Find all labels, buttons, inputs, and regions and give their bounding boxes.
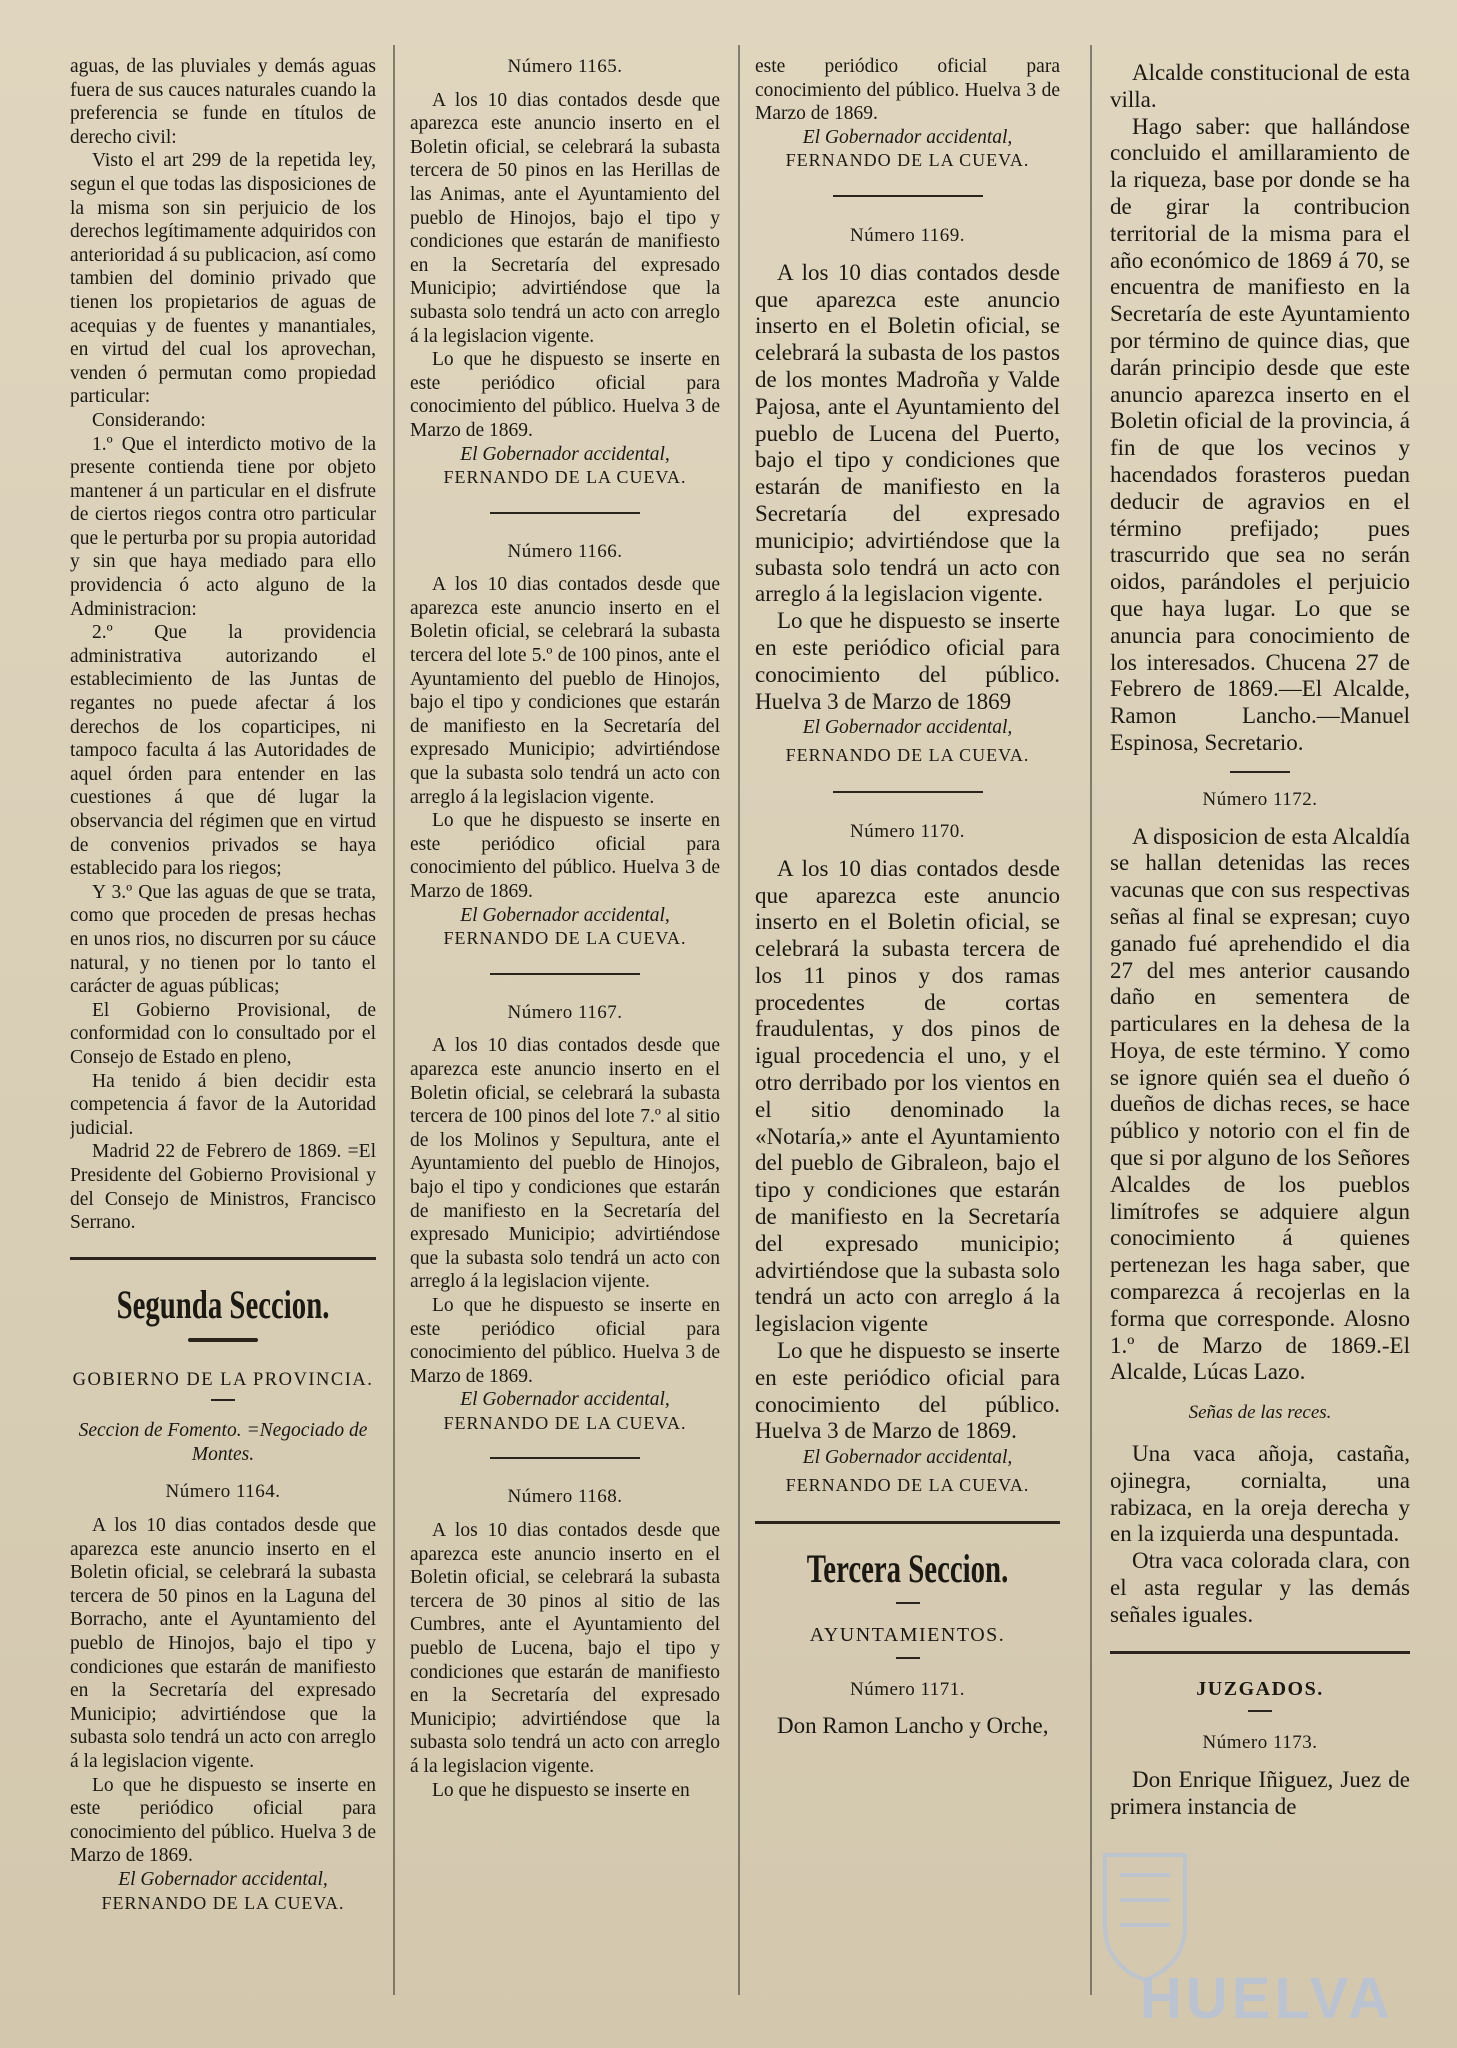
subheading: AYUNTAMIENTOS. bbox=[809, 1623, 1006, 1646]
divider bbox=[755, 1521, 1060, 1524]
divider bbox=[833, 195, 983, 197]
paragraph: A los 10 dias contados desde que aparezca este anuncio inserto en el Boletin oficial, se celebrará la subasta tercera de 50 pinos en las Herillas de las Animas, ante el Ayuntamiento del pueblo de Hinojos, bajo el tipo y condiciones que estarán de manifiesto en la Secretaría del expresado Municipio; advirtiéndose que la subasta solo tendrá un acto con arreglo á la legislacion vigente. bbox=[410, 89, 720, 347]
paragraph: Lo que he dispuesto se inserte en este periódico oficial para conocimiento del público. Huelva 3 de Marzo de 1869. bbox=[410, 1294, 720, 1387]
notice-number: Número 1171. bbox=[849, 1678, 966, 1700]
divider bbox=[1230, 771, 1290, 773]
paragraph: A los 10 dias contados desde que aparezca este anuncio inserto en el Boletin oficial, se celebrará la subasta de los pastos de los montes Madroña y Valde Pajosa, ante el Ayuntamiento del pueblo de Lucena del Puerto, bajo el tipo y condiciones que estarán de manifiesto en la Secretaría del expresado municipio; advirtiéndose que la subasta solo tendrá un acto con arreglo á la legislacion vigente. bbox=[755, 259, 1060, 607]
paragraph: 2.º Que la providencia administrativa autorizando el establecimiento de las Juntas de regantes no puede afectar á los derechos de los coparticipes, ni tampoco faculta á las Autoridades de aquel órden para entender en las cuestiones á que dé lugar la observancia del régimen que en virtud de convenios privados se haya establecido para los riegos; bbox=[70, 622, 376, 880]
signature-name: FERNANDO DE LA CUEVA. bbox=[785, 745, 1030, 766]
paragraph: Y 3.º Que las aguas de que se trata, como que proceden de presas hechas en unos rios, no discurren por su cáuce natural, y no tienen por lo tanto el carácter de aguas públicas; bbox=[70, 881, 376, 998]
notice-number: Número 1170. bbox=[849, 820, 966, 842]
paragraph: Don Enrique Iñiguez, Juez de primera instancia de bbox=[1110, 1767, 1410, 1820]
notice-number: Número 1164. bbox=[165, 1481, 281, 1503]
paragraph: Alcalde constitucional de esta villa. bbox=[1110, 60, 1410, 112]
signature-title: El Gobernador accidental, bbox=[802, 1447, 1013, 1469]
divider bbox=[833, 791, 983, 793]
notice-number: Número 1169. bbox=[849, 224, 966, 246]
paragraph: A los 10 dias contados desde que aparezca este anuncio inserto en el Boletin oficial, se celebrará la subasta tercera de 50 pinos en la Laguna del Borracho, ante el Ayuntamiento del pueblo de Hinojos, bajo el tipo y condiciones que estarán de manifiesto en la Secretaría del expresado Municipio; advirtiéndose que la subasta solo tendrá un acto con arreglo á la legislacion vigente. bbox=[70, 1515, 376, 1772]
divider bbox=[1110, 1651, 1410, 1654]
paragraph: Ha tenido á bien decidir esta competencia á favor de la Autoridad judicial. bbox=[70, 1070, 376, 1139]
signature-name: FERNANDO DE LA CUEVA. bbox=[443, 467, 687, 488]
signature-title: El Gobernador accidental, bbox=[802, 126, 1013, 148]
paragraph: Visto el art 299 de la repetida ley, segun el que todas las disposiciones de la misma son sin perjuicio de los derechos legítimamente adquiridos con anterioridad á su publicacion, así como tambien del dominio privado que tienen los propietarios de aguas de acequias y de fuentes y manantiales, en virtud del cual los aprovechan, venden ó permutan como propiedad particular: bbox=[70, 150, 376, 408]
notice-number: Número 1165. bbox=[507, 56, 623, 77]
dash bbox=[896, 1602, 920, 1604]
column-divider bbox=[738, 45, 740, 1995]
column-2 bbox=[410, 55, 720, 2030]
subheading: Seccion de Fomento. =Negociado de Montes. bbox=[78, 1420, 368, 1465]
notice-number: Número 1172. bbox=[1202, 788, 1318, 810]
notice-number: Número 1168. bbox=[507, 1486, 623, 1508]
paragraph: Lo que he dispuesto se inserte en este periódico oficial para conocimiento del público. Huelva 3 de Marzo de 1869. bbox=[70, 1774, 376, 1867]
paragraph: A disposicion de esta Alcaldía se hallan detenidas las reces vacunas que con sus respectivas señas al final se expresan; cuyo ganado fué aprehendido el dia 27 del mes anterior causando daño en sementera de particulares en la dehesa de la Hoya, de este término. Y como se ignore quién sea el dueño ó dueños de dichas reces, se hace público y notorio con el fin de que si por alguno de los Señores Alcaldes de los pueblos limítrofes se adquiere algun conocimiento á quienes pertenezan les haga saber, que comparezca á recojerlas en la forma que corresponde. Alosno 1.º de Marzo de 1869.-El Alcalde, Lúcas Lazo. bbox=[1110, 823, 1410, 1385]
subheading: Señas de las reces. bbox=[1188, 1402, 1332, 1424]
dash bbox=[896, 1657, 920, 1659]
subheading: JUZGADOS. bbox=[1196, 1677, 1324, 1700]
signature-title: El Gobernador accidental, bbox=[802, 717, 1013, 739]
signature-name: FERNANDO DE LA CUEVA. bbox=[785, 1475, 1030, 1496]
column-divider bbox=[393, 45, 395, 1995]
notice-number: Número 1173. bbox=[1202, 1732, 1318, 1754]
signature-title: El Gobernador accidental, bbox=[460, 904, 670, 926]
paragraph: Una vaca añoja, castaña, ojinegra, cornialta, una rabizaca, en la oreja derecha y en la izquierda una despuntada. bbox=[1110, 1441, 1410, 1547]
section-heading: Tercera Seccion. bbox=[806, 1545, 1009, 1591]
paragraph: Considerando: bbox=[92, 409, 206, 431]
column-1 bbox=[70, 55, 376, 2030]
signature-name: FERNANDO DE LA CUEVA. bbox=[101, 1892, 345, 1913]
signature-name: FERNANDO DE LA CUEVA. bbox=[443, 1412, 687, 1433]
signature-name: FERNANDO DE LA CUEVA. bbox=[785, 150, 1030, 171]
notice-number: Número 1166. bbox=[507, 540, 623, 562]
paragraph: Hago saber: que hallándose concluido el amillaramiento de la riqueza, base por donde se ha de girar la contribucion territorial de la misma para el año económico de 1869 á 70, se encuentra de manifiesto en la Secretaría de este Ayuntamiento por término de quince dias, que darán principio desde que este anuncio aparezca inserto en el Boletin oficial de la provincia, á fin de que los vecinos y hacendados forasteros puedan deducir de agravios en el término prefijado; pues trascurrido que sea no serán oidos, parándoles el perjuicio que haya lugar. Lo que se anuncia para conocimiento de los interesados. Chucena 27 de Febrero de 1869.—El Alcalde, Ramon Lancho.—Manuel Espinosa, Secretario. bbox=[1110, 113, 1410, 755]
paragraph: Lo que he dispuesto se inserte en bbox=[432, 1779, 690, 1801]
paragraph: A los 10 dias contados desde que aparezca este anuncio inserto en el Boletin oficial, se celebrará la subasta tercera de 30 pinos al sitio de las Cumbres, ante el Ayuntamiento del pueblo de Lucena, bajo el tipo y condiciones que estarán de manifiesto en la Secretaría del expresado Municipio; advirtiéndose que la subasta solo tendrá un acto con arreglo á la legislacion vigente. bbox=[410, 1520, 720, 1777]
paragraph: Otra vaca colorada clara, con el asta regular y las demás señales iguales. bbox=[1110, 1548, 1410, 1627]
signature-title: El Gobernador accidental, bbox=[118, 1868, 328, 1890]
dash bbox=[1248, 1710, 1272, 1712]
divider bbox=[70, 1257, 376, 1260]
paragraph: este periódico oficial para conocimiento del público. Huelva 3 de Marzo de 1869. bbox=[755, 56, 1060, 125]
paragraph: aguas, de las pluviales y demás aguas fuera de sus cauces naturales cuando la preferencia se funde en títulos de derecho civil: bbox=[70, 56, 376, 148]
paragraph: El Gobierno Provisional, de conformidad con lo consultado por el Consejo de Estado en pleno, bbox=[70, 999, 376, 1068]
notice-number: Número 1167. bbox=[507, 1001, 623, 1023]
subheading: GOBIERNO DE LA PROVINCIA. bbox=[72, 1368, 374, 1390]
paragraph: Lo que he dispuesto se inserte en este periódico oficial para conocimiento del público. Huelva 3 de Marzo de 1869. bbox=[410, 810, 720, 902]
column-3 bbox=[755, 55, 1060, 2030]
column-4 bbox=[1110, 60, 1410, 2035]
paragraph: A los 10 dias contados desde que aparezca este anuncio inserto en el Boletin oficial, se celebrará la subasta tercera del lote 5.º de 100 pinos, ante el Ayuntamiento del pueblo de Hinojos, bajo el tipo y condiciones que estarán de manifiesto en la Secretaría del expresado Municipio; advirtiéndose que la subasta solo tendrá un acto con arreglo á la legislacion vigente. bbox=[410, 574, 720, 808]
paragraph: Don Ramon Lancho y Orche, bbox=[777, 1713, 1049, 1739]
signature-title: El Gobernador accidental, bbox=[460, 1389, 670, 1411]
signature-name: FERNANDO DE LA CUEVA. bbox=[443, 928, 687, 949]
paragraph: 1.º Que el interdicto motivo de la presente contienda tiene por objeto mantener á un particular en el disfrute de ciertos riegos contra otro particular que le perturba por su propia autoridad y sin que haya mediado para ello providencia ó acto alguno de la Administracion: bbox=[70, 433, 376, 620]
column-divider bbox=[1090, 45, 1092, 1995]
watermark-text: HUELVA bbox=[1140, 1966, 1394, 2031]
divider bbox=[490, 512, 640, 514]
paragraph: Lo que he dispuesto se inserte en este periódico oficial para conocimiento del público. Huelva 3 de Marzo de 1869 bbox=[755, 608, 1060, 714]
paragraph: Lo que he dispuesto se inserte en este periódico oficial para conocimiento del público. Huelva 3 de Marzo de 1869. bbox=[755, 1338, 1060, 1444]
paragraph: A los 10 dias contados desde que aparezca este anuncio inserto en el Boletin oficial, se celebrará la subasta tercera de los 11 pinos y dos ramas procedentes de cortas fraudulentas, y dos pinos de igual procedencia el uno, y el otro derribado por los vientos en el sitio denominado la «Notaría,» ante el Ayuntamiento del pueblo de Gibraleon, bajo el tipo y condiciones que estarán de manifiesto en la Secretaría del expresado municipio; advirtiéndose que la subasta solo tendrá un acto con arreglo á la legislacion vigente bbox=[755, 855, 1060, 1337]
divider bbox=[490, 973, 640, 975]
dash bbox=[211, 1399, 235, 1401]
signature-title: El Gobernador accidental, bbox=[460, 443, 670, 465]
ornament bbox=[188, 1338, 258, 1342]
paragraph: Madrid 22 de Febrero de 1869. =El Presidente del Gobierno Provisional y del Consejo de Ministros, Francisco Serrano. bbox=[70, 1141, 376, 1234]
paragraph: A los 10 dias contados desde que aparezca este anuncio inserto en el Boletin oficial, se celebrará la subasta tercera de 100 pinos del lote 7.º al sitio de los Molinos y Sepultura, ante el Ayuntamiento del pueblo de Hinojos, bajo el tipo y condiciones que estarán de manifiesto en la Secretaría del expresado Municipio; advirtiéndose que la subasta solo tendrá un acto con arreglo á la legislacion vijente. bbox=[410, 1035, 720, 1293]
section-heading: Segunda Seccion. bbox=[116, 1281, 330, 1327]
divider bbox=[490, 1457, 640, 1459]
paragraph: Lo que he dispuesto se inserte en este periódico oficial para conocimiento del público. Huelva 3 de Marzo de 1869. bbox=[410, 349, 720, 441]
